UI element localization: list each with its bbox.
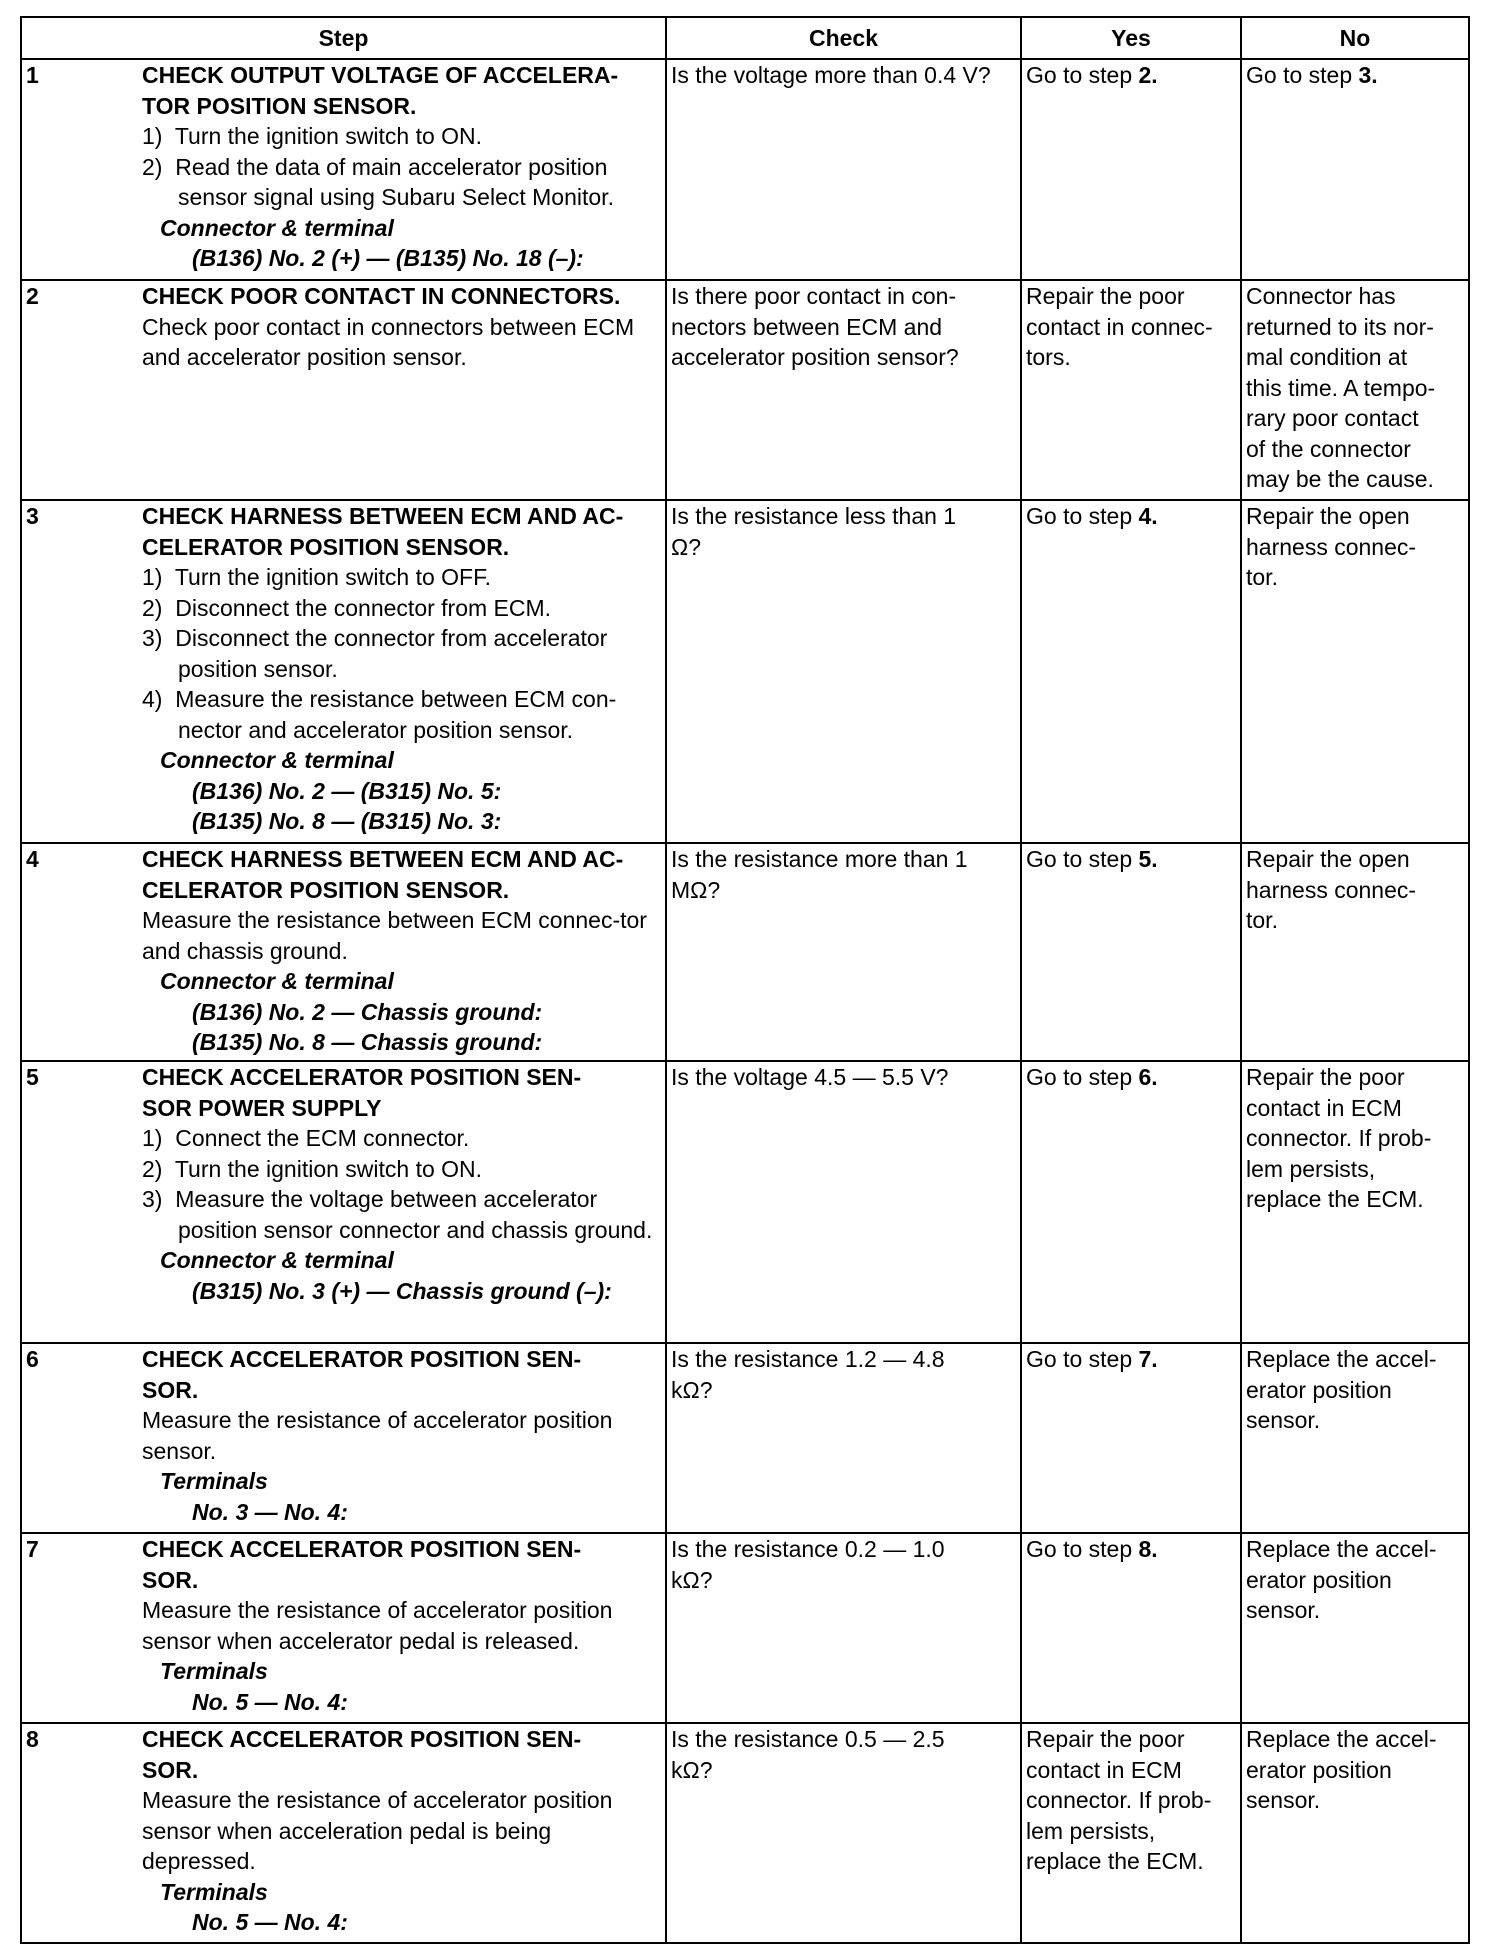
- step-number: 2: [26, 283, 39, 309]
- step-description: Check poor contact in connectors between ECM and accelerator position sensor.: [142, 313, 635, 370]
- step-substep: 2) Turn the ignition switch to ON.: [142, 1155, 483, 1182]
- step-link: 8.: [1138, 1536, 1158, 1562]
- yes-cell: Go to step 2.: [1021, 59, 1241, 280]
- check-cell: Is the resistance less than 1 Ω?: [666, 500, 1021, 843]
- step-cell: [21, 1533, 666, 1723]
- no-cell: Repair the poor contact in ECM connector. If prob- lem persists, replace the ECM.: [1241, 1061, 1469, 1343]
- step-cell: [21, 1723, 666, 1943]
- no-cell: Repair the open harness connec- tor.: [1241, 843, 1469, 1061]
- step-substep: 2) Disconnect the connector from ECM.: [142, 594, 552, 621]
- connector-terminal-label: Connector & terminal: [160, 214, 394, 241]
- step-link: 3.: [1358, 62, 1378, 88]
- step-title: TOR POSITION SENSOR.: [142, 92, 417, 119]
- step-substep: 4) Measure the resistance between ECM con-nector and accelerator position sensor.: [142, 686, 617, 743]
- step-title: CHECK ACCELERATOR POSITION SEN-: [142, 1536, 582, 1562]
- step-description: Measure the resistance of accelerator position sensor when accelerator pedal is released.: [142, 1597, 613, 1654]
- step-description: Measure the resistance of accelerator position sensor.: [142, 1407, 613, 1464]
- step-link: 5.: [1138, 846, 1158, 872]
- terminals-spec: No. 5 — No. 4:: [192, 1909, 348, 1935]
- no-cell: Repair the open harness connec- tor.: [1241, 500, 1469, 843]
- table-row: [21, 500, 1469, 843]
- step-cell: [21, 280, 666, 500]
- step-substep: 1) Connect the ECM connector.: [142, 1125, 470, 1151]
- step-title: CHECK HARNESS BETWEEN ECM AND AC-: [142, 846, 624, 872]
- check-cell: Is the resistance 0.2 — 1.0 kΩ?: [666, 1533, 1021, 1723]
- no-cell: Connector has returned to its nor- mal condition at this time. A tempo- rary poor contact of the connector may be the cause.: [1241, 280, 1469, 500]
- step-substep: 2) Read the data of main accelerator position sensor signal using Subaru Select Monitor.: [142, 153, 614, 210]
- step-cell: [21, 843, 666, 1061]
- header-yes: Yes: [1021, 17, 1241, 59]
- connector-terminal-spec: (B136) No. 2 — (B315) No. 5:: [192, 777, 502, 804]
- connector-terminal-label: Connector & terminal: [160, 968, 394, 994]
- header-check: Check: [666, 17, 1021, 59]
- step-cell: [21, 500, 666, 843]
- step-link: 2.: [1138, 62, 1158, 88]
- step-number: 3: [26, 503, 39, 529]
- connector-terminal-spec: (B136) No. 2 — Chassis ground:: [192, 998, 543, 1025]
- step-number: 5: [26, 1064, 39, 1090]
- yes-cell: Go to step 4.: [1021, 500, 1241, 843]
- step-title: SOR POWER SUPPLY: [142, 1094, 382, 1121]
- step-number: 8: [26, 1726, 39, 1752]
- no-cell: Replace the accel- erator position sensor.: [1241, 1533, 1469, 1723]
- connector-terminal-label: Connector & terminal: [160, 747, 394, 773]
- connector-terminal-label: Connector & terminal: [160, 1247, 394, 1273]
- step-cell: [21, 59, 666, 280]
- step-title: CHECK HARNESS BETWEEN ECM AND AC-: [142, 503, 624, 529]
- table-row: [21, 1723, 1469, 1943]
- check-cell: Is there poor contact in con- nectors between ECM and accelerator position sensor?: [666, 280, 1021, 500]
- connector-terminal-spec: (B135) No. 8 — Chassis ground:: [192, 1029, 543, 1055]
- check-cell: Is the voltage 4.5 — 5.5 V?: [666, 1061, 1021, 1343]
- step-title: CHECK ACCELERATOR POSITION SEN-: [142, 1346, 582, 1372]
- table-row: [21, 1343, 1469, 1533]
- header-step: Step: [21, 17, 666, 59]
- yes-cell: Repair the poor contact in ECM connector. If prob- lem persists, replace the ECM.: [1021, 1723, 1241, 1943]
- step-cell: [21, 1061, 666, 1343]
- step-substep: 1) Turn the ignition switch to OFF.: [142, 564, 491, 590]
- step-description: Measure the resistance between ECM connec-tor and chassis ground.: [142, 907, 647, 964]
- step-title: CHECK ACCELERATOR POSITION SEN-: [142, 1064, 582, 1090]
- table-row: [21, 59, 1469, 280]
- no-cell: Replace the accel- erator position sensor.: [1241, 1723, 1469, 1943]
- step-link: 7.: [1138, 1346, 1158, 1372]
- yes-cell: Go to step 7.: [1021, 1343, 1241, 1533]
- yes-cell: Repair the poor contact in connec- tors.: [1021, 280, 1241, 500]
- step-title: CHECK ACCELERATOR POSITION SEN-: [142, 1726, 582, 1752]
- yes-cell: Go to step 6.: [1021, 1061, 1241, 1343]
- terminals-label: Terminals: [160, 1658, 268, 1684]
- check-cell: Is the resistance more than 1 MΩ?: [666, 843, 1021, 1061]
- step-number: 7: [26, 1536, 39, 1562]
- check-cell: Is the voltage more than 0.4 V?: [666, 59, 1021, 280]
- step-title: CELERATOR POSITION SENSOR.: [142, 533, 510, 560]
- terminals-label: Terminals: [160, 1878, 268, 1905]
- step-title: CHECK OUTPUT VOLTAGE OF ACCELERA-: [142, 62, 619, 88]
- header-row: [21, 17, 1469, 59]
- diagnostic-table: [20, 16, 1470, 1944]
- connector-terminal-spec: (B136) No. 2 (+) — (B135) No. 18 (–):: [192, 245, 584, 271]
- table-row: [21, 280, 1469, 500]
- step-title: SOR.: [142, 1756, 199, 1783]
- step-number: 4: [26, 846, 39, 872]
- step-title: SOR.: [142, 1376, 199, 1403]
- table-row: [21, 843, 1469, 1061]
- step-substep: 1) Turn the ignition switch to ON.: [142, 123, 483, 149]
- connector-terminal-spec: (B135) No. 8 — (B315) No. 3:: [192, 808, 502, 834]
- step-link: 6.: [1138, 1064, 1158, 1090]
- step-cell: [21, 1343, 666, 1533]
- table-row: [21, 1533, 1469, 1723]
- header-no: No: [1241, 17, 1469, 59]
- no-cell: Go to step 3.: [1241, 59, 1469, 280]
- terminals-spec: No. 3 — No. 4:: [192, 1498, 348, 1525]
- step-substep: 3) Measure the voltage between accelerator position sensor connector and chassis ground.: [142, 1186, 653, 1243]
- terminals-spec: No. 5 — No. 4:: [192, 1688, 348, 1715]
- table-row: [21, 1061, 1469, 1343]
- connector-terminal-spec: (B315) No. 3 (+) — Chassis ground (–):: [192, 1277, 612, 1304]
- step-link: 4.: [1138, 503, 1158, 529]
- step-description: Measure the resistance of accelerator position sensor when acceleration pedal is being depressed.: [142, 1787, 613, 1874]
- step-title: CHECK POOR CONTACT IN CONNECTORS.: [142, 283, 621, 309]
- check-cell: Is the resistance 1.2 — 4.8 kΩ?: [666, 1343, 1021, 1533]
- yes-cell: Go to step 8.: [1021, 1533, 1241, 1723]
- no-cell: Replace the accel- erator position sensor.: [1241, 1343, 1469, 1533]
- yes-cell: Go to step 5.: [1021, 843, 1241, 1061]
- step-substep: 3) Disconnect the connector from accelerator position sensor.: [142, 625, 608, 682]
- step-number: 6: [26, 1346, 39, 1372]
- terminals-label: Terminals: [160, 1468, 268, 1494]
- step-title: SOR.: [142, 1566, 199, 1593]
- step-title: CELERATOR POSITION SENSOR.: [142, 876, 510, 903]
- step-number: 1: [26, 62, 39, 88]
- check-cell: Is the resistance 0.5 — 2.5 kΩ?: [666, 1723, 1021, 1943]
